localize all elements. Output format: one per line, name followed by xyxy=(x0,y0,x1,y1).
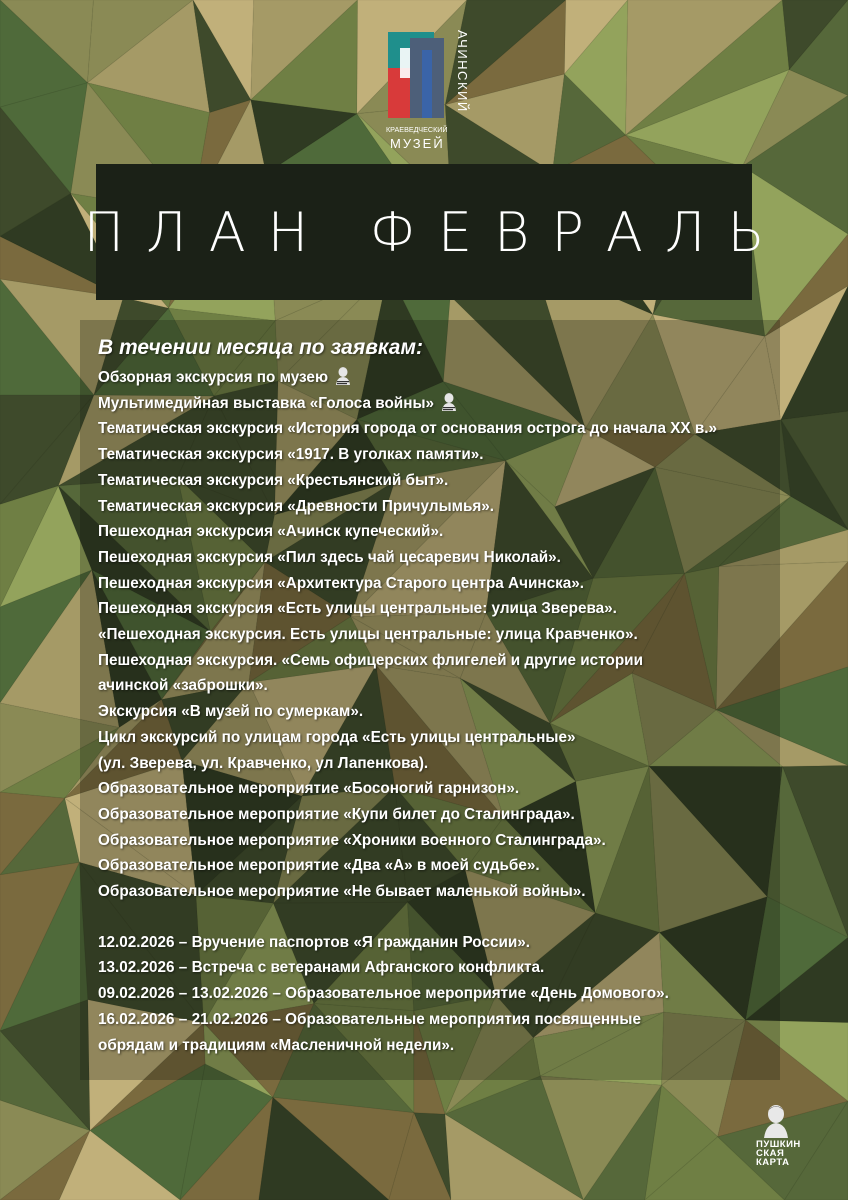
excursion-item xyxy=(98,416,798,442)
excursion-list xyxy=(98,365,798,905)
museum-logo xyxy=(384,28,468,158)
excursion-item xyxy=(98,468,798,494)
excursion-item-text: Обзорная экскурсия по музею xyxy=(98,369,329,386)
event-item xyxy=(98,1007,798,1033)
excursion-item-text: Образовательное мероприятие «Босоногий гарнизон». xyxy=(98,780,520,798)
pushkin-card-badge xyxy=(756,1104,808,1170)
excursion-item-text: Пешеходная экскурсия «Пил здесь чай цесаревич Николай». xyxy=(98,548,561,566)
excursion-item-text: Образовательное мероприятие «Два «А» в моей судьбе». xyxy=(98,857,540,875)
excursion-item xyxy=(98,571,798,597)
pushkin-badge-line3: КАРТА xyxy=(756,1157,790,1168)
excursion-item-text: Тематическая экскурсия «Древности Причулымья». xyxy=(98,497,495,515)
logo-vertical-name: АЧИНСКИЙ xyxy=(455,30,470,113)
excursion-item-text: Пешеходная экскурсия «Архитектура Старого центра Ачинска». xyxy=(98,574,585,592)
excursion-item-text: Экскурсия «В музей по сумеркам». xyxy=(98,703,364,721)
excursion-item xyxy=(98,673,798,699)
excursion-item-text: Тематическая экскурсия «История города от основания острога до начала XX в.» xyxy=(98,420,718,438)
excursion-item xyxy=(98,699,798,725)
title-banner xyxy=(83,164,787,300)
excursion-item xyxy=(98,494,798,520)
excursion-item-text: Тематическая экскурсия «Крестьянский быт». xyxy=(98,471,449,489)
excursion-item-text: Мультимедийная выставка «Голоса войны» xyxy=(98,394,435,412)
excursion-item xyxy=(98,802,798,828)
excursion-item-text: Пешеходная экскурсия. «Семь офицерских флигелей и другие истории xyxy=(98,651,643,669)
excursion-item xyxy=(98,776,798,802)
excursion-item xyxy=(98,365,798,391)
event-item-text: 09.02.2026 – 13.02.2026 – Образовательное мероприятие «День Домового». xyxy=(98,985,669,1003)
event-item-text: 16.02.2026 – 21.02.2026 – Образовательные мероприятия посвященные xyxy=(98,1010,641,1028)
excursion-item xyxy=(98,725,798,751)
excursion-item xyxy=(98,622,798,648)
excursion-item xyxy=(98,828,798,854)
logo-inner-cut-2 xyxy=(422,50,432,118)
excursion-item xyxy=(98,751,798,777)
event-item xyxy=(98,1033,798,1059)
pushkin-card-icon xyxy=(334,366,352,386)
excursion-item-text: Цикл экскурсий по улицам города «Есть улицы центральные» xyxy=(98,728,576,746)
excursion-item-text: «Пешеходная экскурсия. Есть улицы центральные: улица Кравченко». xyxy=(98,626,638,644)
excursion-item-text: Образовательное мероприятие «Хроники военного Сталинграда». xyxy=(98,831,606,849)
logo-inner-cut xyxy=(400,48,410,78)
event-item-text: обрядам и традициям «Масленичной недели». xyxy=(98,1036,455,1054)
excursion-item-text: Образовательное мероприятие «Не бывает маленькой войны». xyxy=(98,883,586,901)
excursion-item xyxy=(98,519,798,545)
excursion-item-text: Образовательное мероприятие «Купи билет до Сталинграда». xyxy=(98,805,575,823)
page-title: ПЛАН ФЕВРАЛЬ xyxy=(83,200,787,264)
pushkin-bust-icon xyxy=(756,1104,808,1140)
event-item xyxy=(98,981,798,1007)
excursion-item xyxy=(98,879,798,905)
excursion-item-text: ачинской «заброшки». xyxy=(98,677,268,695)
excursion-item-text: Тематическая экскурсия «1917. В уголках памяти». xyxy=(98,446,484,464)
excursion-item xyxy=(98,545,798,571)
logo-line2: МУЗЕЙ xyxy=(390,136,445,151)
excursion-item-text: (ул. Зверева, ул. Кравченко, ул Лапенкова). xyxy=(98,754,429,772)
event-item-text: 12.02.2026 – Вручение паспортов «Я гражданин России». xyxy=(98,933,531,951)
monthly-subheading: В течении месяца по заявкам: xyxy=(98,336,424,359)
excursion-item xyxy=(98,391,798,417)
events-list xyxy=(98,930,798,1059)
event-item xyxy=(98,930,798,956)
pushkin-badge-line2: СКАЯ xyxy=(756,1148,785,1159)
logo-line1: КРАЕВЕДЧЕСКИЙ xyxy=(386,125,448,134)
excursion-item xyxy=(98,648,798,674)
excursion-item xyxy=(98,442,798,468)
event-item-text: 13.02.2026 – Встреча с ветеранами Афганского конфликта. xyxy=(98,959,545,977)
event-item xyxy=(98,955,798,981)
excursion-item-text: Пешеходная экскурсия «Ачинск купеческий». xyxy=(98,523,444,541)
plan-content xyxy=(98,336,798,1058)
excursion-item-text: Пешеходная экскурсия «Есть улицы центральные: улица Зверева». xyxy=(98,600,617,618)
excursion-item xyxy=(98,853,798,879)
excursion-item xyxy=(98,596,798,622)
pushkin-badge-line1: ПУШКИН xyxy=(756,1139,801,1150)
pushkin-card-icon xyxy=(440,392,458,412)
